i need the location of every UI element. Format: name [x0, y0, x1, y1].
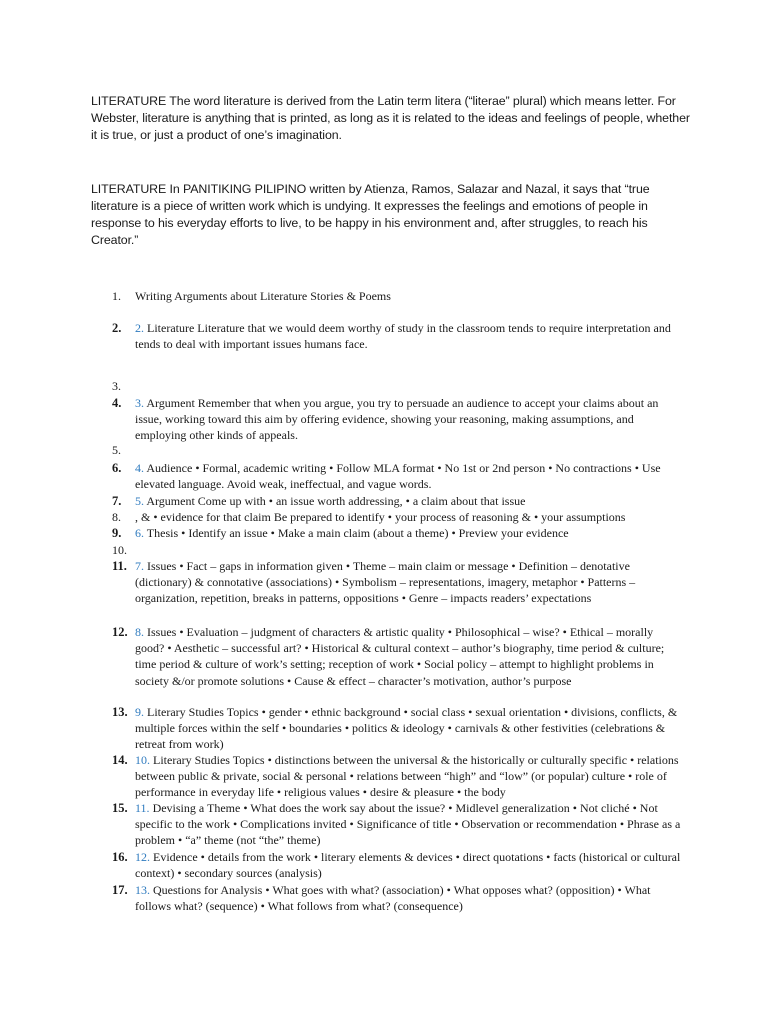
- list-item-body: Devising a Theme • What does the work say about the issue? • Midlevel generalization • Not cliché • Not specific to the work • Complications invited • Significance of title • Observation or recommendation • Phrase as a problem • “a” theme (not “the” theme): [135, 801, 681, 848]
- list-item-text: [135, 460, 685, 492]
- list-item-number: 15.: [112, 801, 128, 815]
- list-item-link-number[interactable]: 10.: [135, 753, 150, 767]
- list-item-number: 16.: [112, 850, 128, 864]
- list-item-body: Argument Remember that when you argue, you try to persuade an audience to accept your claims about an issue, working toward this aim by offering evidence, showing your reasoning, making assumptions, and employing other kinds of appeals.: [135, 396, 659, 443]
- list-item-link-number[interactable]: 5.: [135, 494, 144, 508]
- list-item-number: 10.: [112, 543, 127, 557]
- list-item-link-number[interactable]: 11.: [135, 801, 150, 815]
- list-item-text: [135, 624, 685, 689]
- list-item-text: [135, 882, 685, 914]
- list-item-link-number[interactable]: 4.: [135, 461, 144, 475]
- list-item-body: , & • evidence for that claim Be prepared to identify • your process of reasoning & • your assumptions: [135, 510, 626, 524]
- list-item-number: 8.: [112, 510, 121, 524]
- list-item-number: 1.: [112, 289, 121, 303]
- list-item-number: 3.: [112, 379, 121, 393]
- list-item-text: [135, 509, 685, 525]
- list-item-number: 17.: [112, 883, 128, 897]
- list-item-body: Argument Come up with • an issue worth addressing, • a claim about that issue: [146, 494, 526, 508]
- list-item-body: Literary Studies Topics • gender • ethnic background • social class • sexual orientation • divisions, conflicts, & multiple forces within the self • boundaries • politics & ideology • carnivals & other festivities (celebrations & retreat from work): [135, 705, 678, 752]
- list-item-body: Questions for Analysis • What goes with what? (association) • What opposes what? (opposition) • What follows what? (sequence) • What follows from what? (consequence): [135, 883, 651, 914]
- list-item-link-number[interactable]: 7.: [135, 559, 144, 573]
- list-item-text: [135, 704, 685, 753]
- list-item-body: Issues • Fact – gaps in information given • Theme – main claim or message • Definition – denotative (dictionary) & connotative (associations) • Symbolism – representations, imagery, metaphor • Patterns – organization, repetition, breaks in patterns, oppositions • Genre – impacts readers’ expectations: [135, 559, 636, 606]
- list-item-link-number[interactable]: 8.: [135, 625, 144, 639]
- list-item-number: 4.: [112, 396, 122, 410]
- list-item-number: 11.: [112, 559, 127, 573]
- list-item-body: Literature Literature that we would deem worthy of study in the classroom tends to require interpretation and tends to deal with important issues humans face.: [135, 321, 671, 352]
- list-item-number: 9.: [112, 526, 122, 540]
- list-item-text: [135, 558, 685, 607]
- list-item-text: [135, 395, 685, 444]
- list-item-body: Issues • Evaluation – judgment of characters & artistic quality • Philosophical – wise? • Ethical – morally good? • Aesthetic – successful art? • Historical & cultural context – author’s biography, time period & culture; time period & culture of work’s setting; reception of work • Social policy – attempt to highlight problems in society &/or promote solutions • Cause & effect – character’s motivation, author’s purpose: [135, 625, 665, 688]
- list-item-body: Evidence • details from the work • literary elements & devices • direct quotations • facts (historical or cultural context) • secondary sources (analysis): [135, 850, 681, 881]
- list-item-link-number[interactable]: 6.: [135, 526, 144, 540]
- list-item-link-number[interactable]: 2.: [135, 321, 144, 335]
- list-item-text: [135, 752, 685, 801]
- list-item-text: [135, 288, 685, 304]
- list-item-text: [135, 525, 685, 541]
- list-item-link-number[interactable]: 9.: [135, 705, 144, 719]
- list-item-number: 6.: [112, 461, 122, 475]
- list-item-body: Writing Arguments about Literature Stories & Poems: [135, 289, 391, 303]
- paragraph-literature-definition: LITERATURE The word literature is derived from the Latin term litera (“literae” plural) which means letter. For Webster, literature is anything that is printed, as long as it is related to the ideas and feelings of people, whether it is true, or just a product of one’s imagination.: [91, 94, 690, 142]
- list-item-body: Audience • Formal, academic writing • Follow MLA format • No 1st or 2nd person • No contractions • Use elevated language. Avoid weak, ineffectual, and vague words.: [135, 461, 661, 492]
- list-item-number: 13.: [112, 705, 128, 719]
- list-item-number: 2.: [112, 321, 122, 335]
- list-item-number: 12.: [112, 625, 128, 639]
- list-item-number: 14.: [112, 753, 128, 767]
- list-item-body: Thesis • Identify an issue • Make a main claim (about a theme) • Preview your evidence: [146, 526, 569, 540]
- list-item-text: [135, 493, 685, 509]
- list-item-link-number[interactable]: 3.: [135, 396, 144, 410]
- list-item-number: 7.: [112, 494, 122, 508]
- list-item-text: [135, 800, 685, 849]
- list-item-link-number[interactable]: 13.: [135, 883, 150, 897]
- paragraph-panitiking-pilipino: LITERATURE In PANITIKING PILIPINO written by Atienza, Ramos, Salazar and Nazal, it says that “true literature is a piece of written work which is undying. It expresses the feelings and emotions of people in response to his everyday efforts to live, to be happy in his environment and, after struggles, to reach his Creator.”: [91, 182, 650, 247]
- list-item-link-number[interactable]: 12.: [135, 850, 150, 864]
- list-item-number: 5.: [112, 443, 121, 457]
- list-item-text: [135, 320, 685, 352]
- list-item-body: Literary Studies Topics • distinctions between the universal & the historically or culturally specific • relations between public & private, social & personal • relations between “high” and “low” (or popular) culture • role of performance in everyday life • religious values • desire & pleasure • the body: [135, 753, 679, 800]
- list-item-text: [135, 849, 685, 881]
